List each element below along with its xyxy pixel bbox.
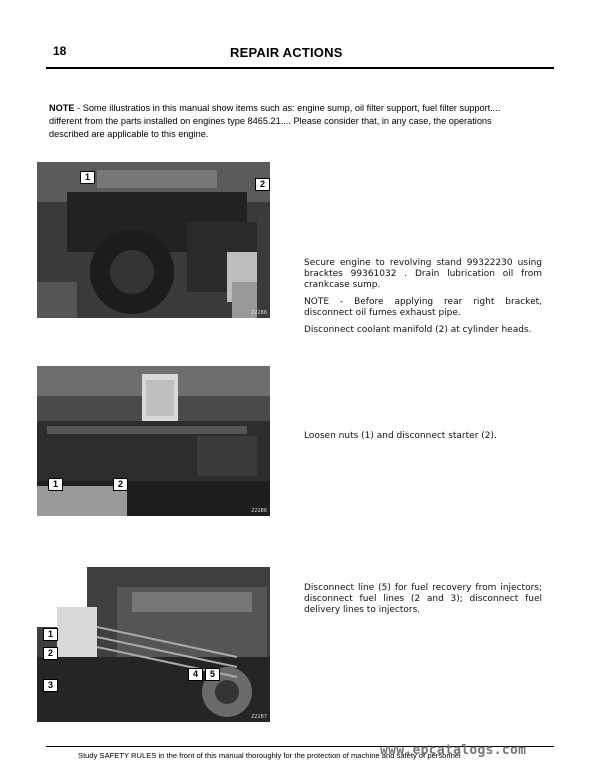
step-text-1 — [304, 258, 542, 342]
callout-1: 1 — [43, 628, 58, 641]
step-paragraph: NOTE - Before applying rear right bracket, disconnect oil fumes exhaust pipe. — [304, 297, 542, 318]
engine-photo-3 — [37, 567, 270, 722]
engine-illustration-1 — [37, 162, 270, 318]
callout-2: 2 — [255, 178, 270, 191]
engine-illustration-2 — [37, 366, 270, 516]
callout-1: 1 — [80, 171, 95, 184]
figure-ref: 22286 — [251, 508, 267, 514]
page-title: REPAIR ACTIONS — [230, 45, 343, 60]
step-text-3 — [304, 583, 542, 622]
callout-1: 1 — [48, 478, 63, 491]
callout-3: 3 — [43, 679, 58, 692]
note-paragraph — [49, 102, 519, 141]
step-paragraph: Disconnect line (5) for fuel recovery from injectors; disconnect fuel lines (2 and 3); disconnect fuel delivery lines to injectors. — [304, 583, 542, 615]
callout-4: 4 — [188, 668, 203, 681]
engine-photo-1 — [37, 162, 270, 318]
engine-photo-2 — [37, 366, 270, 516]
note-text: - Some illustratios in this manual show items such as: engine sump, oil filter support, fuel filter support.... different from the parts installed on engines type 8465.21.... Please consider that, in any case, the operations described are applicable to this engine. — [49, 103, 501, 139]
callout-2: 2 — [113, 478, 128, 491]
step-text-2 — [304, 431, 542, 448]
callout-2: 2 — [43, 647, 58, 660]
engine-illustration-3 — [37, 567, 270, 722]
callout-5: 5 — [205, 668, 220, 681]
figure-ref: 22286 — [251, 310, 267, 316]
figure-ref: 22287 — [251, 714, 267, 720]
step-paragraph: Secure engine to revolving stand 99322230 using bracktes 99361032 . Drain lubrication oil from crankcase sump. — [304, 258, 542, 290]
step-paragraph: Disconnect coolant manifold (2) at cylinder heads. — [304, 325, 532, 335]
footer-text: Study SAFETY RULES in the front of this manual thoroughly for the protection of machine and safety of personnel — [78, 751, 461, 760]
header-divider — [46, 67, 554, 69]
page-number: 18 — [53, 44, 67, 58]
note-label: NOTE — [49, 103, 75, 113]
step-paragraph: Loosen nuts (1) and disconnect starter (2). — [304, 431, 497, 441]
watermark: www.epcatalogs.com — [380, 743, 527, 758]
